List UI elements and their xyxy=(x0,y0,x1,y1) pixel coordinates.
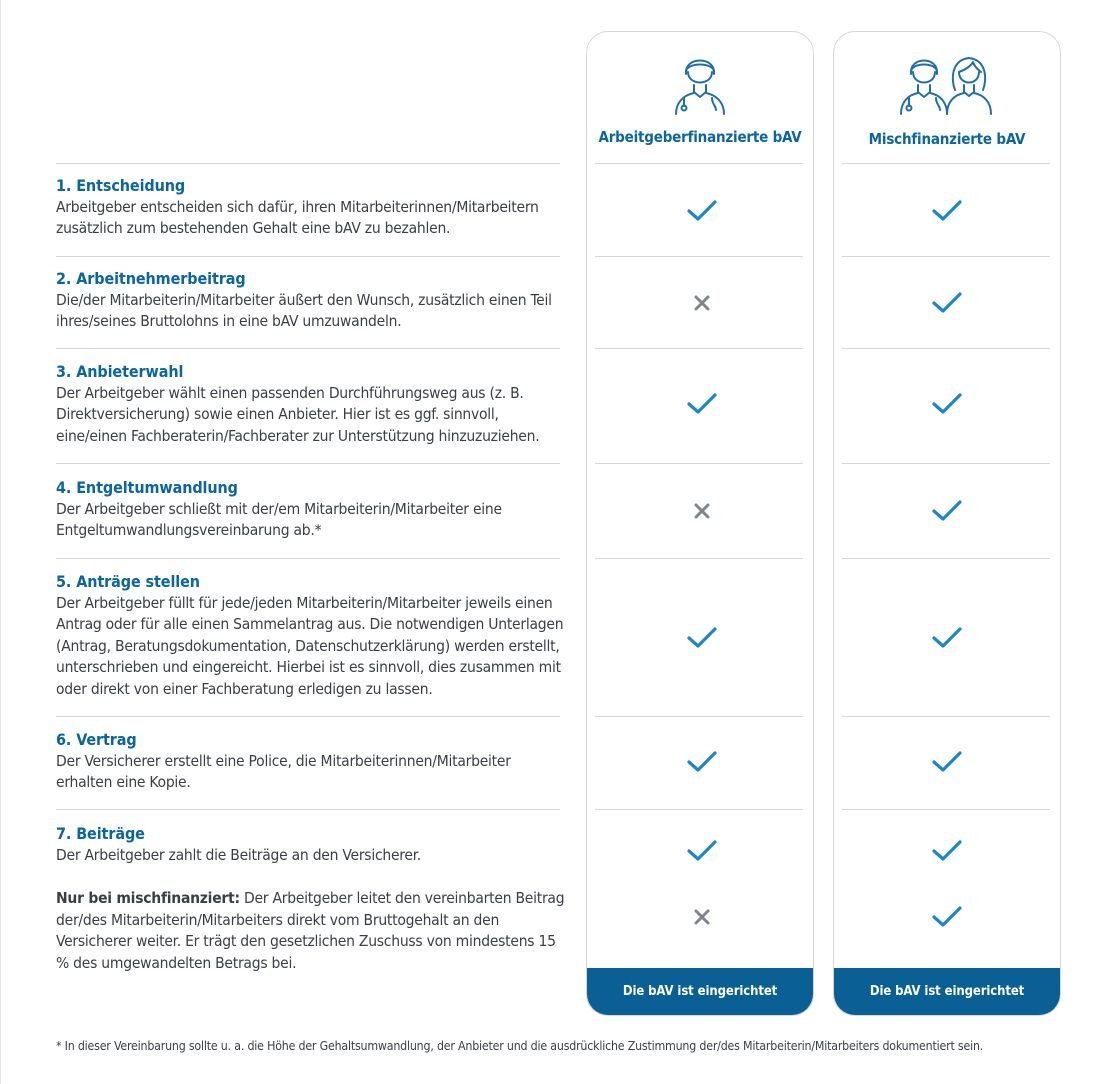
divider-line xyxy=(56,558,560,559)
check-icon xyxy=(686,749,718,775)
cross-icon xyxy=(686,904,718,930)
check-icon xyxy=(686,625,718,651)
row-arbeitnehmerbeitrag xyxy=(56,268,566,333)
check-icon xyxy=(686,198,718,224)
divider-line xyxy=(56,809,560,810)
divider-line xyxy=(595,558,803,559)
row-entgeltumwandlung xyxy=(56,477,566,542)
check-icon xyxy=(931,198,963,224)
divider-line xyxy=(595,716,803,717)
column-title: Arbeitgeberfinanzierte bAV xyxy=(598,128,802,146)
check-icon xyxy=(686,838,718,864)
check-icon xyxy=(931,749,963,775)
divider-line xyxy=(56,163,560,164)
check-icon xyxy=(931,498,963,524)
divider-line xyxy=(56,348,560,349)
check-icon xyxy=(931,838,963,864)
row-description: Der Arbeitgeber wählt einen passenden Durchführungsweg aus (z. B. Direktversicherung) sowie einen Anbieter. Hier ist es ggf. sinnvoll, eine/einen Fachberaterin/Fachberater zur Unterstützung hinzuzuziehen. xyxy=(56,383,540,445)
row-title: 3. Anbieterwahl xyxy=(56,362,184,381)
row-description: Der Arbeitgeber schließt mit der/em Mitarbeiterin/Mitarbeiter eine Entgeltumwandlungsvereinbarung ab.* xyxy=(56,499,502,539)
footnote: * In dieser Vereinbarung sollte u. a. die Höhe der Gehaltsumwandlung, der Anbieter und die ausdrückliche Zustimmung der/des Mitarbeiterin/Mitarbeiters dokumentiert sein. xyxy=(56,1039,984,1053)
divider-line xyxy=(56,463,560,464)
row-anbieterwahl xyxy=(56,361,566,447)
row-beitraege xyxy=(56,823,566,866)
row-title: 1. Entscheidung xyxy=(56,176,186,195)
divider-line xyxy=(842,558,1050,559)
check-icon xyxy=(931,290,963,316)
column-footer: Die bAV ist eingerichtet xyxy=(587,968,813,1015)
divider-line xyxy=(842,348,1050,349)
row-description: Der Arbeitgeber zahlt die Beiträge an den Versicherer. xyxy=(56,845,421,864)
divider-line xyxy=(595,348,803,349)
divider-line xyxy=(842,809,1050,810)
note-text: Der Arbeitgeber leitet den vereinbarten Beitrag der/des Mitarbeiterin/Mitarbeiters direkt vom Bruttogehalt an den Versicherer weiter. Er trägt den gesetzlichen Zuschuss von mindestens 15 % des umgewandelten Betrags bei. xyxy=(56,889,565,972)
check-icon xyxy=(931,904,963,930)
row-title: 5. Anträge stellen xyxy=(56,572,200,591)
row-description: Arbeitgeber entscheiden sich dafür, ihren Mitarbeiterinnen/Mitarbeitern zusätzlich zum bestehenden Gehalt eine bAV zu bezahlen. xyxy=(56,197,539,237)
row-antraege-stellen xyxy=(56,571,566,700)
divider-line xyxy=(842,163,1050,164)
check-icon xyxy=(931,391,963,417)
divider-line xyxy=(595,163,803,164)
divider-line xyxy=(595,809,803,810)
divider-line xyxy=(595,463,803,464)
row-title: 4. Entgeltumwandlung xyxy=(56,478,238,497)
row-vertrag xyxy=(56,729,566,794)
check-icon xyxy=(931,625,963,651)
cross-icon xyxy=(686,290,718,316)
row-description: Die/der Mitarbeiterin/Mitarbeiter äußert den Wunsch, zusätzlich einen Teil ihres/seines Bruttolohns in eine bAV umzuwandeln. xyxy=(56,290,552,330)
column-footer: Die bAV ist eingerichtet xyxy=(834,968,1060,1015)
row-description: Der Versicherer erstellt eine Police, die Mitarbeiterinnen/Mitarbeiter erhalten eine Kopie. xyxy=(56,751,511,791)
row-description: Der Arbeitgeber füllt für jede/jeden Mitarbeiterin/Mitarbeiter jeweils einen Antrag oder für alle einen Sammelantrag aus. Die notwendigen Unterlagen (Antrag, Beratungsdokumentation, Datenschutzerklärung) werden erstellt, unterschrieben und eingereicht. Hierbei ist es sinnvoll, dies zusammen mit oder direkt von einer Fachberatung erledigen zu lassen. xyxy=(56,593,564,698)
divider-line xyxy=(595,256,803,257)
divider-line xyxy=(842,256,1050,257)
page-left-border xyxy=(0,0,1,1084)
row-entscheidung xyxy=(56,175,566,240)
column-title: Mischfinanzierte bAV xyxy=(868,130,1026,148)
divider-line xyxy=(56,716,560,717)
row-title: 2. Arbeitnehmerbeitrag xyxy=(56,269,246,288)
divider-line xyxy=(842,716,1050,717)
mixed-financed-note xyxy=(56,888,566,974)
single-person-icon xyxy=(587,50,813,120)
row-title: 7. Beiträge xyxy=(56,824,145,843)
divider-line xyxy=(842,463,1050,464)
cross-icon xyxy=(686,498,718,524)
row-title: 6. Vertrag xyxy=(56,730,137,749)
check-icon xyxy=(686,391,718,417)
divider-line xyxy=(56,256,560,257)
two-persons-icon xyxy=(834,50,1060,120)
note-label: Nur bei mischfinanziert: xyxy=(56,889,240,907)
